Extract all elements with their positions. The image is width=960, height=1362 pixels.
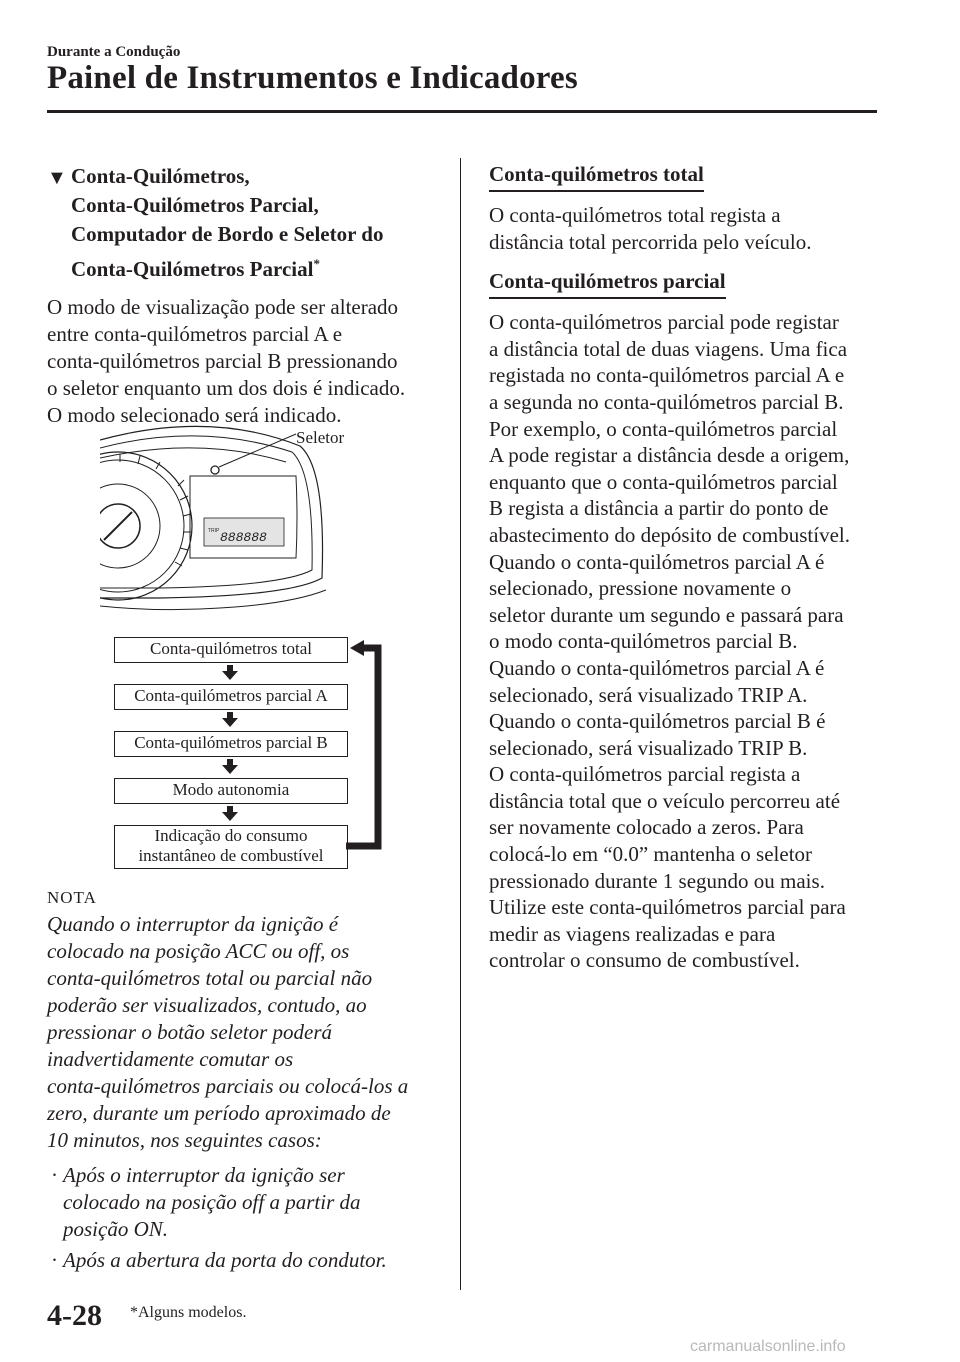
text-line: entre conta-quilómetros parcial A e	[47, 322, 343, 346]
watermark: carmanualsonline.info	[690, 1338, 846, 1355]
left-column	[47, 162, 442, 429]
note-block	[47, 884, 447, 1274]
column-divider	[460, 158, 461, 1290]
heading-line: Conta-Quilómetros Parcial*	[71, 256, 320, 281]
flow-box-autonomia: Modo autonomia	[114, 778, 348, 804]
text-line: poderão ser visualizados, contudo, ao	[47, 993, 367, 1017]
text-line: 10 minutos, nos seguintes casos:	[47, 1128, 322, 1152]
loop-return-arrow	[346, 640, 384, 860]
heading-line: Computador de Bordo e Seletor do	[71, 222, 384, 246]
odometer-digits: 888888	[220, 530, 267, 545]
paragraph-total: O conta-quilómetros total regista a distância total percorrida pelo veículo.	[489, 203, 812, 254]
text-line: pressionar o botão seletor poderá	[47, 1020, 333, 1044]
text-line: Quando o interruptor da ignição é	[47, 912, 339, 936]
text-line: colocado na posição ACC ou off, os	[47, 939, 350, 963]
arrow-down-icon	[222, 806, 238, 822]
flow-box-total: Conta-quilómetros total	[114, 637, 348, 663]
page-title: Painel de Instrumentos e Indicadores	[47, 60, 578, 96]
bullet-icon: ·	[51, 1163, 58, 1187]
text-line: conta-quilómetros parcial B pressionando	[47, 349, 398, 373]
arrow-down-icon	[222, 759, 238, 775]
trip-indicator: TRIP	[208, 528, 220, 534]
heading-line: Conta-Quilómetros,	[71, 164, 250, 188]
seletor-callout-label: Seletor	[296, 428, 345, 447]
section-heading	[47, 162, 442, 284]
flow-box-parcial-a: Conta-quilómetros parcial A	[114, 684, 348, 710]
subheading-parcial: Conta-quilómetros parcial	[489, 267, 726, 299]
bullet-icon: ·	[51, 1248, 58, 1272]
bullet-item: · Após a abertura da porta do condutor.	[51, 1248, 387, 1272]
flow-box-parcial-b: Conta-quilómetros parcial B	[114, 731, 348, 757]
bullet-item: · Após o interruptor da ignição ser colocado na posição off a partir da posição ON.	[51, 1163, 361, 1241]
heading-line: Conta-Quilómetros Parcial,	[71, 193, 319, 217]
text-line: O modo selecionado será indicado.	[47, 403, 342, 427]
subheading-total: Conta-quilómetros total	[489, 160, 704, 192]
arrow-down-icon	[222, 712, 238, 728]
text-line: O modo de visualização pode ser alterado	[47, 295, 399, 319]
header-divider	[47, 110, 877, 113]
page-number: 4-28	[47, 1299, 102, 1332]
paragraph-parcial: O conta-quilómetros parcial pode registar a distância total de duas viagens. Uma fica registada no conta-quilómetros parcial A e a segunda no conta-quilómetros parcial B. Por exemplo, o conta-quilómetros parcial A pode registar a distância desde a origem, enquanto que o conta-quilómetros parcial B regista a distância a partir do ponto de abastecimento do depósito de combustível. Quando o conta-quilómetros parcial A é selecionado, pressione novamente o seletor durante um segundo e passará para o modo conta-quilómetros parcial B. Quando o conta-quilómetros parcial A é selecionado, será visualizado TRIP A. Quando o conta-quilómetros parcial B é selecionado, será visualizado TRIP B. O conta-quilómetros parcial regista a distância total que o veículo percorreu até ser novamente colocado a zeros. Para colocá-lo em “0.0” mantenha o seletor pressionado durante 1 segundo ou mais. Utilize este conta-quilómetros parcial para medir as viagens realizadas e para controlar o consumo de combustível.	[489, 310, 850, 973]
text-line: inadvertidamente comutar os	[47, 1047, 294, 1071]
right-column	[489, 160, 884, 974]
section-label: Durante a Condução	[47, 44, 181, 60]
arrow-down-icon	[222, 665, 238, 681]
text-line: o seletor enquanto um dos dois é indicado.	[47, 376, 406, 400]
flow-box-consumo: Indicação do consumo instantâneo de combustível	[114, 825, 348, 869]
triangle-down-icon: ▼	[47, 167, 67, 189]
footnote: *Alguns modelos.	[130, 1304, 247, 1321]
text-line: zero, durante um período aproximado de	[47, 1101, 391, 1125]
footnote-mark: *	[313, 256, 320, 271]
instrument-cluster-illustration	[100, 418, 340, 618]
note-title: NOTA	[47, 888, 97, 907]
text-line: conta-quilómetros total ou parcial não	[47, 966, 373, 990]
intro-paragraph	[47, 294, 442, 429]
text-line: conta-quilómetros parciais ou colocá-los a	[47, 1074, 409, 1098]
